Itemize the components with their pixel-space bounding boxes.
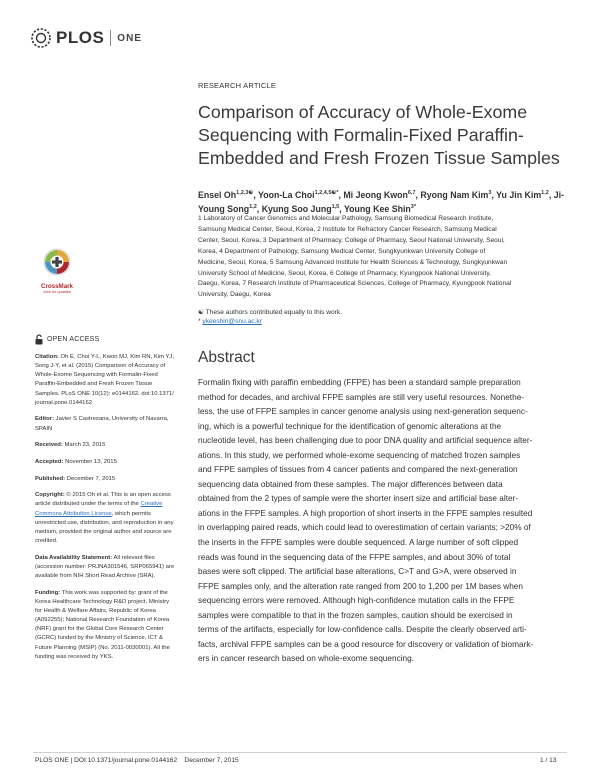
affiliation-line: 1 Laboratory of Cancer Genomics and Molecular Pathology, Samsung Biomedical Research Institute, xyxy=(198,215,494,222)
author-sup: 1,5 xyxy=(331,204,340,211)
open-lock-icon xyxy=(35,334,43,345)
editor-block xyxy=(35,415,185,433)
author-name: Ensel Oh xyxy=(198,189,237,200)
footer-divider xyxy=(33,752,567,753)
abstract-line: in overlapping paired reads, which could lead to overestimation of certain variants; >20% of xyxy=(198,523,531,533)
abstract-line: and FFPE samples of tissues from 4 cancer patients and compared the next-generation xyxy=(198,465,518,475)
abstract-line: Formalin fixing with paraffin embedding (FFPE) has been a standard sample preparation xyxy=(198,378,521,387)
open-access-text: OPEN ACCESS xyxy=(47,336,100,343)
author-sup: 6,7 xyxy=(407,190,416,196)
email-link[interactable]: ykeeshin@snu.ac.kr xyxy=(202,318,262,325)
citation-text: Samples. PLoS ONE 10(12): e0144162. doi:10.1371/ xyxy=(35,390,174,397)
copyright-text: unrestricted use, distribution, and reproduction in any xyxy=(35,519,174,526)
funding-block xyxy=(35,589,185,662)
funding-text: (NRF) grant for the Global Core Research Center xyxy=(35,626,164,633)
affiliation-line: Center, Seoul, Korea, 3 Department of Pharmacy, College of Pharmacy, Seoul National University, Seoul, xyxy=(198,236,505,244)
equal-contribution-note: ☯ These authors contributed equally to this work. xyxy=(198,309,342,316)
funding-text: This work was supported by: grant of the xyxy=(60,589,168,596)
accepted-block xyxy=(35,458,185,467)
editor-text: Javier S Castresana, University of Navarra, xyxy=(53,416,169,423)
copyright-label: Copyright: xyxy=(35,492,65,499)
abstract-line: facts, archival FFPE samples can be a good resource for discovery or validation of biomark- xyxy=(198,639,534,649)
funding-text: (A092255); National Research Foundation of Korea xyxy=(35,617,170,624)
author-sup: 1,2,4,5☯* xyxy=(314,190,339,196)
abstract-line: the inserts in the FFPE samples were double sequenced. A large number of soft clipped xyxy=(198,538,519,548)
affiliation-line: Samsung Medical Center, Seoul, Korea, 2 Institute for Refractory Cancer Research, Samsung Medical xyxy=(198,225,497,233)
abstract-line: nucleotide level, has been challenging due to poor DNA quality and artificial sequence alter- xyxy=(198,436,533,446)
abstract-line: ations in the FFPE samples. A high proportion of short inserts in the FFPE samples resulted xyxy=(198,508,533,518)
abstract-line: less, the use of FFPE samples in cancer genome analysis using next-generation sequenc- xyxy=(198,407,528,417)
author-sup: 3* xyxy=(410,204,416,211)
affiliations xyxy=(198,214,580,301)
funding-text: for Health & Welfare Affairs, Republic of Korea xyxy=(35,607,156,614)
author-name: Mi Jeong Kwon xyxy=(343,189,408,200)
copyright-block xyxy=(35,491,185,546)
article-info-sidebar xyxy=(35,353,185,669)
abstract-heading: Abstract xyxy=(198,349,255,366)
author-list: Ensel $Oh^{1,2,3☯}$, Yoon-La Choi$^{1,2,4,5☯*}$, Mi Jeong Kwon$^{6,7}$, Ryong Nam Kim$^3$, Yu Jin Kim$^{1,2}$, Ji-Young Song$^{1,2}$, Kyung Soo Jung$^{1,5}$, Young Kee Shin$^{3*}$ xyxy=(198,189,564,215)
abstract-line: ers in cancer research based on whole-exome sequencing. xyxy=(198,654,414,664)
editor-label: Editor: xyxy=(35,416,54,423)
crossmark-title: CrossMark xyxy=(41,283,73,290)
author-sup: 1,2,3☯ xyxy=(236,190,254,196)
title-line: Sequencing with Formalin-Fixed Paraffin- xyxy=(198,125,524,145)
crossmark-subtitle: click for updates xyxy=(43,290,71,294)
author-sup: 3 xyxy=(488,190,492,196)
availability-label: Data Availability Statement: xyxy=(35,554,113,561)
open-access-label xyxy=(35,334,99,345)
affiliation-line: University School of Medicine, Seoul, Korea, 6 College of Pharmacy, Kyungpook National University, xyxy=(198,269,491,277)
author-name: Kyung Soo Jung xyxy=(261,204,332,215)
author-name: Ji-Young Song xyxy=(198,189,564,215)
published-date: December 7, 2015 xyxy=(65,475,116,482)
citation-block xyxy=(35,353,185,408)
plos-one-logo xyxy=(30,26,142,50)
abstract-line: bases were soft clipped. The artificial base alterations, C>T and G>A, were observed in xyxy=(198,567,517,577)
citation-label: Citation: xyxy=(35,354,59,360)
logo-journal: ONE xyxy=(117,32,142,44)
citation-text: Paraffin-Embedded and Fresh Frozen Tissue xyxy=(35,381,153,388)
page-number: 1 / 13 xyxy=(540,757,557,764)
copyright-text: © 2015 Oh et al. This is an open access xyxy=(64,492,171,499)
footer-citation: PLOS ONE | DOI:10.1371/journal.pone.0144162 December 7, 2015 xyxy=(35,757,239,764)
logo-separator xyxy=(110,30,111,46)
copyright-text: credited. xyxy=(35,538,58,544)
accepted-label: Accepted: xyxy=(35,458,64,465)
abstract-line: sequencing data obtained from these samples. The major differences between data xyxy=(198,479,503,489)
plos-logo-icon xyxy=(30,27,52,49)
copyright-text: , which permits xyxy=(111,510,151,517)
title-line: Comparison of Accuracy of Whole-Exome xyxy=(198,102,528,122)
crossmark-icon xyxy=(42,247,72,277)
abstract-line: ations. In this study, we performed whole-exome sequencing of matched frozen samples xyxy=(198,450,521,460)
author-sup: 1,2 xyxy=(541,190,549,196)
accepted-date: November 13, 2015 xyxy=(63,458,117,465)
citation-text: Oh E, Choi Y-L, Kwon MJ, Kim RN, Kim YJ, xyxy=(58,354,175,360)
email-marker: * xyxy=(198,318,203,325)
abstract-line: sequencing errors were removed. Although high-confidence mutation calls in the FFPE xyxy=(198,596,515,606)
corresponding-email xyxy=(198,318,262,325)
copyright-text: medium, provided the original author and source are xyxy=(35,528,172,535)
abstract-line: terms of the artifacts, especially for low-confidence calls. Despite the clearly observed arti- xyxy=(198,625,527,635)
abstract-line: ing, which is a powerful technique for the identification of genomic alterations at the xyxy=(198,421,502,431)
author-name: Yu Jin Kim xyxy=(496,189,542,200)
funding-text: funding was received by YKS. xyxy=(35,653,114,660)
funding-label: Funding: xyxy=(35,589,61,596)
affiliation-line: University, Daegu, Korea xyxy=(198,291,271,299)
author-name: Young Kee Shin xyxy=(343,204,411,215)
received-label: Received: xyxy=(35,442,63,449)
published-block xyxy=(35,475,185,484)
article-type: RESEARCH ARTICLE xyxy=(198,81,277,90)
crossmark-badge[interactable] xyxy=(40,247,74,294)
article-title xyxy=(198,101,568,170)
affiliation-line: Daegu, Korea, 7 Research Institute of Pharmaceutical Sciences, College of Pharmacy, Kyungpook National xyxy=(198,280,512,288)
editor-text: SPAIN xyxy=(35,425,53,432)
data-availability-block xyxy=(35,554,185,581)
affiliation-line: Medicine, Seoul, Korea, 5 Samsung Advanced Institute for Health Sciences & Technology, Sungkyunkwan xyxy=(198,258,508,266)
abstract-line: reads was found in the sequencing data of the FFPE samples, and about 30% of total xyxy=(198,552,511,562)
license-link[interactable]: Commons Attribution License xyxy=(35,510,112,517)
citation-text: Song J-Y, et al. (2015) Comparison of Accuracy of xyxy=(35,363,166,370)
author-name: Ryong Nam Kim xyxy=(420,189,489,200)
abstract-line: FFPE samples only, and the alteration rate ranged from 200 to 1,200 per 1M bases when xyxy=(198,581,523,591)
author-name: Yoon-La Choi xyxy=(258,189,315,200)
abstract-line: obtained from the 2 types of sample were the shorter insert size and artificial base alter- xyxy=(198,494,519,504)
funding-text: (GCRC) funded by the Ministry of Science, ICT & xyxy=(35,635,163,642)
author-sup: 1,2 xyxy=(249,204,257,211)
funding-text: Future Planning (MSIP) (No. 2011-0030001). All the xyxy=(35,644,170,651)
affiliation-line: Korea, 4 Department of Pathology, Samsung Medical Center, Sungkyunkwan University College of xyxy=(198,247,486,255)
logo-word: PLOS xyxy=(56,28,105,47)
title-line: Embedded and Fresh Frozen Tissue Samples xyxy=(198,148,560,168)
license-link[interactable]: Creative xyxy=(140,501,163,508)
citation-text: journal.pone.0144162 xyxy=(35,399,92,406)
received-block xyxy=(35,441,185,450)
abstract-line: method for decades, and archival FFPE samples are still very useful resources. Nonethe- xyxy=(198,392,525,402)
availability-text: (accession number: PRJNA301546, SRP065941) are xyxy=(35,563,175,570)
published-label: Published: xyxy=(35,475,66,482)
abstract-body xyxy=(198,376,578,667)
received-date: March 23, 2015 xyxy=(62,442,106,449)
abstract-line: samples were compatible to that in the frozen samples, caution should be exercised in xyxy=(198,610,513,620)
availability-text: All relevant files xyxy=(112,554,155,561)
funding-text: Korea Healthcare Technology R&D project, Ministry xyxy=(35,598,170,605)
citation-text: Whole-Exome Sequencing with Formalin-Fixed xyxy=(35,372,158,379)
copyright-text: article distributed under the terms of the xyxy=(35,501,141,508)
availability-text: available from NIH Short Read Archive (SRA). xyxy=(35,572,156,579)
